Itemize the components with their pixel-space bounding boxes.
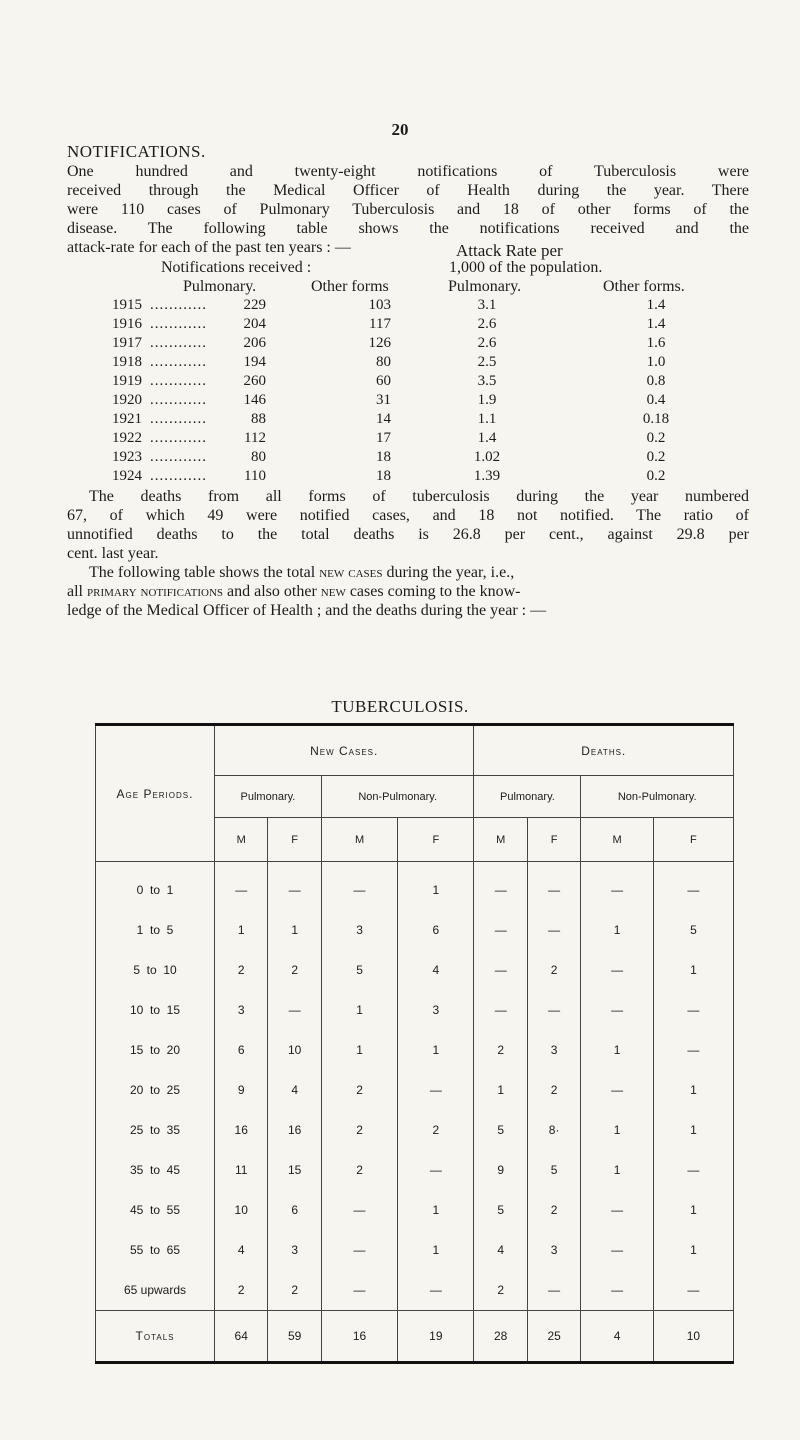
value-cell: 3 <box>527 1230 580 1270</box>
value-cell: 2 <box>398 1110 474 1150</box>
rate-pulmonary-cell: 2.6 <box>477 316 497 332</box>
table-row <box>96 1150 734 1190</box>
table-row <box>96 1270 734 1311</box>
leader-dots: ............ <box>150 468 207 484</box>
value-cell: — <box>474 950 527 990</box>
male-header: M <box>321 818 397 862</box>
para3-text: cases coming to the know- <box>345 583 521 600</box>
rate-pulmonary-cell: 1.4 <box>477 430 497 446</box>
value-cell: — <box>581 1190 653 1230</box>
new-non-pulmonary-header: Non-Pulmonary. <box>321 776 474 818</box>
totals-cell: 25 <box>527 1311 580 1363</box>
para3-text: and also other <box>223 583 321 600</box>
value-cell: 2 <box>321 1150 397 1190</box>
value-cell: 1 <box>398 1030 474 1070</box>
rate-pulmonary-cell: 1.02 <box>473 449 501 465</box>
value-cell: 3 <box>321 910 397 950</box>
value-cell: 9 <box>474 1150 527 1190</box>
totals-row <box>96 1311 734 1363</box>
value-cell: — <box>474 862 527 911</box>
value-cell: 15 <box>268 1150 321 1190</box>
value-cell: 10 <box>215 1190 268 1230</box>
value-cell: — <box>581 1070 653 1110</box>
value-cell: 3 <box>215 990 268 1030</box>
table-row <box>96 910 734 950</box>
year-cell: 1920 <box>112 392 142 408</box>
para3-line-3: ledge of the Medical Officer of Health ; and the deaths during the year : — <box>67 602 547 619</box>
rate-pulmonary-cell: 1.9 <box>477 392 497 408</box>
value-cell: 1 <box>653 1110 733 1150</box>
value-cell: — <box>474 910 527 950</box>
value-cell: 3 <box>268 1230 321 1270</box>
age-period-cell: 45 to 55 <box>96 1190 215 1230</box>
rate-pulmonary-cell: 3.1 <box>477 297 497 313</box>
value-cell: 2 <box>215 1270 268 1311</box>
other-cell: 17 <box>376 430 391 446</box>
value-cell: 1 <box>321 990 397 1030</box>
rate-other-cell: 0.2 <box>646 449 666 465</box>
age-period-cell: 5 to 10 <box>96 950 215 990</box>
age-period-cell: 10 to 15 <box>96 990 215 1030</box>
value-cell: — <box>321 862 397 911</box>
totals-cell: 16 <box>321 1311 397 1363</box>
value-cell: — <box>321 1270 397 1311</box>
value-cell: 5 <box>474 1190 527 1230</box>
value-cell: 1 <box>474 1070 527 1110</box>
value-cell: — <box>398 1070 474 1110</box>
totals-cell: 64 <box>215 1311 268 1363</box>
rate-pulmonary-cell: 2.6 <box>477 335 497 351</box>
pulmonary-cell: 146 <box>243 392 266 408</box>
year-cell: 1924 <box>112 468 142 484</box>
value-cell: 5 <box>321 950 397 990</box>
value-cell: 4 <box>268 1070 321 1110</box>
rate-pulmonary-cell: 1.39 <box>473 468 501 484</box>
leader-dots: ............ <box>150 430 207 446</box>
totals-cell: 4 <box>581 1311 653 1363</box>
value-cell: 1 <box>268 910 321 950</box>
value-cell: 2 <box>268 950 321 990</box>
rate-other-cell: 0.2 <box>646 430 666 446</box>
pulmonary-cell: 194 <box>243 354 266 370</box>
deaths-pulmonary-header: Pulmonary. <box>474 776 581 818</box>
para3-text: The following table shows the total <box>89 564 320 581</box>
rate-other-cell: 0.2 <box>646 468 666 484</box>
value-cell: 6 <box>398 910 474 950</box>
male-header: M <box>215 818 268 862</box>
value-cell: 1 <box>398 1190 474 1230</box>
value-cell: 2 <box>527 1190 580 1230</box>
pulmonary-cell: 229 <box>243 297 266 313</box>
para1-line: received through the Medical Officer of Health during the year. There <box>67 182 749 199</box>
value-cell: — <box>527 1270 580 1311</box>
value-cell: 1 <box>581 1030 653 1070</box>
para2-line: The deaths from all forms of tuberculosis during the year numbered <box>89 488 749 505</box>
value-cell: — <box>321 1230 397 1270</box>
value-cell: 2 <box>321 1110 397 1150</box>
female-header: F <box>268 818 321 862</box>
year-cell: 1916 <box>112 316 142 332</box>
table-row <box>96 950 734 990</box>
tuberculosis-table-title: TUBERCULOSIS. <box>331 697 469 716</box>
value-cell: — <box>653 990 733 1030</box>
value-cell: — <box>581 1270 653 1311</box>
leader-dots: ............ <box>150 354 207 370</box>
paragraph-deaths <box>67 487 749 563</box>
pulmonary-cell: 260 <box>243 373 266 389</box>
pulmonary-cell: 110 <box>244 468 266 484</box>
male-header: M <box>581 818 653 862</box>
value-cell: 2 <box>474 1270 527 1311</box>
totals-cell: 59 <box>268 1311 321 1363</box>
value-cell: 5 <box>474 1110 527 1150</box>
totals-cell: 28 <box>474 1311 527 1363</box>
table-row <box>96 1190 734 1230</box>
age-period-cell: 20 to 25 <box>96 1070 215 1110</box>
value-cell: 1 <box>321 1030 397 1070</box>
year-cell: 1918 <box>112 354 142 370</box>
value-cell: — <box>321 1190 397 1230</box>
para3-smallcaps: primary notifications <box>87 583 224 600</box>
rate-other-cell: 0.8 <box>646 373 666 389</box>
table-row <box>96 990 734 1030</box>
value-cell: 3 <box>398 990 474 1030</box>
value-cell: 2 <box>268 1270 321 1311</box>
tuberculosis-table <box>95 723 734 1364</box>
rate-pulmonary-cell: 2.5 <box>477 354 497 370</box>
age-period-cell: 25 to 35 <box>96 1110 215 1150</box>
other-cell: 18 <box>376 468 391 484</box>
totals-cell: 19 <box>398 1311 474 1363</box>
age-period-cell: 55 to 65 <box>96 1230 215 1270</box>
value-cell: 9 <box>215 1070 268 1110</box>
pulmonary-cell: 112 <box>244 430 266 446</box>
value-cell: 1 <box>581 1150 653 1190</box>
leader-dots: ............ <box>150 316 207 332</box>
section-heading: NOTIFICATIONS. <box>67 142 206 161</box>
pulmonary-cell: 206 <box>243 335 266 351</box>
value-cell: — <box>653 1150 733 1190</box>
value-cell: 1 <box>653 950 733 990</box>
value-cell: 2 <box>527 1070 580 1110</box>
leader-dots: ............ <box>150 449 207 465</box>
value-cell: 4 <box>398 950 474 990</box>
pulmonary-cell: 80 <box>251 449 266 465</box>
value-cell: 16 <box>268 1110 321 1150</box>
value-cell: 1 <box>398 862 474 911</box>
value-cell: 5 <box>527 1150 580 1190</box>
value-cell: — <box>215 862 268 911</box>
value-cell: 8· <box>527 1110 580 1150</box>
table-row <box>96 1030 734 1070</box>
para1-line: were 110 cases of Pulmonary Tuberculosis and 18 of other forms of the <box>67 201 749 218</box>
notifications-received-header: Notifications received : <box>161 259 312 276</box>
value-cell: — <box>527 862 580 911</box>
totals-cell: 10 <box>653 1311 733 1363</box>
age-period-cell: 0 to 1 <box>96 862 215 911</box>
leader-dots: ............ <box>150 335 207 351</box>
year-cell: 1921 <box>112 411 142 427</box>
female-header: F <box>398 818 474 862</box>
value-cell: — <box>653 1270 733 1311</box>
leader-dots: ............ <box>150 392 207 408</box>
rate-other-cell: 1.4 <box>646 297 666 313</box>
value-cell: 2 <box>215 950 268 990</box>
value-cell: 5 <box>653 910 733 950</box>
value-cell: 6 <box>215 1030 268 1070</box>
age-period-cell: 1 to 5 <box>96 910 215 950</box>
age-period-cell: 35 to 45 <box>96 1150 215 1190</box>
para1-line: disease. The following table shows the notifications received and the <box>67 220 749 237</box>
leader-dots: ............ <box>150 297 207 313</box>
value-cell: 1 <box>653 1230 733 1270</box>
value-cell: — <box>527 910 580 950</box>
paragraph-table-intro <box>67 563 749 620</box>
value-cell: 1 <box>653 1070 733 1110</box>
value-cell: — <box>653 862 733 911</box>
para3-text: all <box>67 583 87 600</box>
rate-pulmonary-cell: 1.1 <box>477 411 497 427</box>
value-cell: — <box>527 990 580 1030</box>
col-other-forms-rate-header: Other forms. <box>603 278 685 295</box>
para2-line: cent. last year. <box>67 545 159 562</box>
rate-other-cell: 1.0 <box>646 354 666 370</box>
rate-other-cell: 1.6 <box>646 335 666 351</box>
para3-smallcaps: new cases <box>319 564 383 581</box>
year-cell: 1915 <box>112 297 142 313</box>
deaths-non-pulmonary-header: Non-Pulmonary. <box>581 776 734 818</box>
new-cases-header: New Cases. <box>215 725 474 776</box>
value-cell: 3 <box>527 1030 580 1070</box>
rate-pulmonary-cell: 3.5 <box>477 373 497 389</box>
totals-label: Totals <box>96 1311 215 1363</box>
col-other-forms-header: Other forms <box>311 278 389 295</box>
value-cell: 4 <box>474 1230 527 1270</box>
year-cell: 1919 <box>112 373 142 389</box>
value-cell: 2 <box>527 950 580 990</box>
table-row <box>96 862 734 911</box>
attack-rate-header: Attack Rate per <box>456 241 563 260</box>
value-cell: 1 <box>398 1230 474 1270</box>
value-cell: — <box>581 1230 653 1270</box>
value-cell: 1 <box>581 1110 653 1150</box>
table-row <box>96 1070 734 1110</box>
para2-line: 67, of which 49 were notified cases, and 18 not notified. The ratio of <box>67 507 749 524</box>
paragraph-notifications <box>67 162 749 257</box>
age-period-cell: 15 to 20 <box>96 1030 215 1070</box>
para3-text: during the year, i.e., <box>382 564 515 581</box>
value-cell: 2 <box>474 1030 527 1070</box>
value-cell: 10 <box>268 1030 321 1070</box>
year-cell: 1917 <box>112 335 142 351</box>
col-pulmonary-header: Pulmonary. <box>183 278 257 295</box>
para3-smallcaps: new <box>320 583 346 600</box>
year-cell: 1922 <box>112 430 142 446</box>
para1-line: One hundred and twenty-eight notifications of Tuberculosis were <box>67 163 749 180</box>
para1-line: attack-rate for each of the past ten years : — <box>67 239 351 256</box>
pulmonary-cell: 204 <box>243 316 266 332</box>
other-cell: 60 <box>376 373 391 389</box>
other-cell: 14 <box>376 411 391 427</box>
rate-other-cell: 0.4 <box>646 392 666 408</box>
value-cell: 1 <box>215 910 268 950</box>
age-period-cell: 65 upwards <box>96 1270 215 1311</box>
other-cell: 117 <box>369 316 391 332</box>
pulmonary-cell: 88 <box>251 411 266 427</box>
value-cell: 2 <box>321 1070 397 1110</box>
page-number: 20 <box>391 120 409 139</box>
value-cell: 6 <box>268 1190 321 1230</box>
table-row <box>96 1110 734 1150</box>
age-periods-header: Age Periods. <box>96 725 215 862</box>
other-cell: 31 <box>376 392 391 408</box>
male-header: M <box>474 818 527 862</box>
value-cell: 11 <box>215 1150 268 1190</box>
value-cell: — <box>398 1270 474 1311</box>
year-cell: 1923 <box>112 449 142 465</box>
value-cell: 16 <box>215 1110 268 1150</box>
value-cell: 1 <box>653 1190 733 1230</box>
leader-dots: ............ <box>150 411 207 427</box>
female-header: F <box>653 818 733 862</box>
rate-other-cell: 1.4 <box>646 316 666 332</box>
value-cell: 4 <box>215 1230 268 1270</box>
value-cell: 1 <box>581 910 653 950</box>
value-cell: — <box>398 1150 474 1190</box>
value-cell: — <box>268 990 321 1030</box>
other-cell: 80 <box>376 354 391 370</box>
table-row <box>96 1230 734 1270</box>
rate-other-cell: 0.18 <box>642 411 670 427</box>
new-pulmonary-header: Pulmonary. <box>215 776 322 818</box>
value-cell: — <box>474 990 527 1030</box>
other-cell: 103 <box>368 297 391 313</box>
deaths-header: Deaths. <box>474 725 734 776</box>
value-cell: — <box>268 862 321 911</box>
para3-line-1 <box>67 563 749 582</box>
per-population-header: 1,000 of the population. <box>449 259 603 276</box>
value-cell: — <box>581 950 653 990</box>
other-cell: 126 <box>368 335 391 351</box>
other-cell: 18 <box>376 449 391 465</box>
para3-line-2 <box>67 582 749 601</box>
para2-line: unnotified deaths to the total deaths is 26.8 per cent., against 29.8 per <box>67 526 749 543</box>
leader-dots: ............ <box>150 373 207 389</box>
value-cell: — <box>581 862 653 911</box>
value-cell: — <box>581 990 653 1030</box>
female-header: F <box>527 818 580 862</box>
col-pulmonary-rate-header: Pulmonary. <box>448 278 522 295</box>
tuberculosis-table-body <box>96 862 734 1311</box>
value-cell: — <box>653 1030 733 1070</box>
